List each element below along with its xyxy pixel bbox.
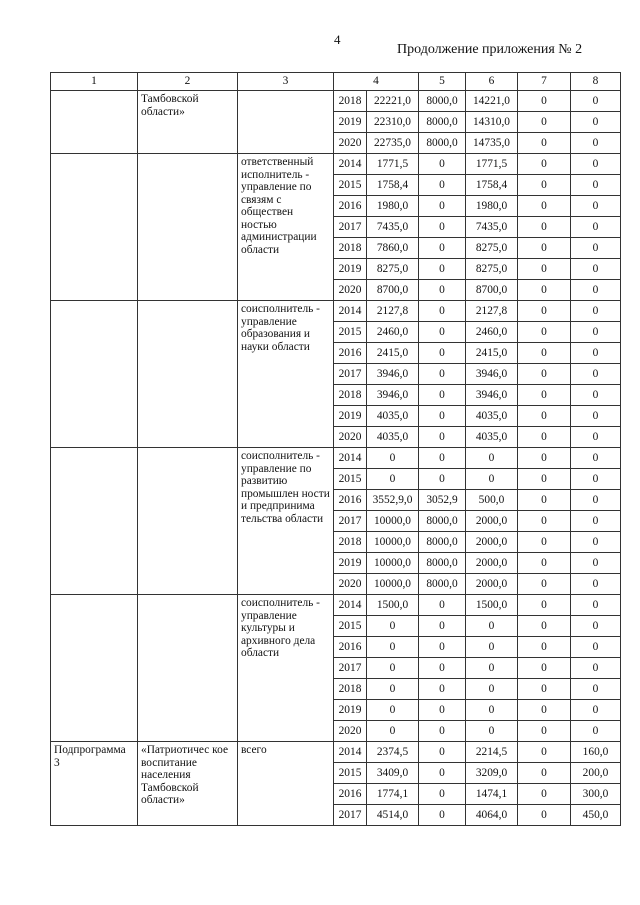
year-cell: 2015 [334,616,367,637]
municipal-cell: 0 [518,658,571,679]
table-row [51,742,621,763]
total-cell: 10000,0 [367,532,419,553]
total-cell: 1774,1 [367,784,419,805]
federal-cell: 0 [419,217,466,238]
federal-cell: 0 [419,742,466,763]
regional-cell: 2415,0 [466,343,518,364]
total-cell: 0 [367,721,419,742]
total-cell: 2415,0 [367,343,419,364]
year-cell: 2015 [334,763,367,784]
federal-cell: 8000,0 [419,112,466,133]
year-cell: 2019 [334,553,367,574]
regional-cell: 0 [466,721,518,742]
regional-cell: 7435,0 [466,217,518,238]
municipal-cell: 0 [518,742,571,763]
table-row [51,154,621,175]
total-cell: 1758,4 [367,175,419,196]
municipal-cell: 0 [518,427,571,448]
other-cell: 0 [571,196,621,217]
year-cell: 2020 [334,574,367,595]
municipal-cell: 0 [518,238,571,259]
federal-cell: 0 [419,154,466,175]
program-name-cell: Тамбовской области» [138,91,238,154]
year-cell: 2020 [334,427,367,448]
other-cell: 0 [571,595,621,616]
regional-cell: 2000,0 [466,511,518,532]
other-cell: 0 [571,406,621,427]
regional-cell: 2127,8 [466,301,518,322]
federal-cell: 0 [419,406,466,427]
year-cell: 2014 [334,154,367,175]
regional-cell: 1771,5 [466,154,518,175]
other-cell: 0 [571,637,621,658]
total-cell: 2127,8 [367,301,419,322]
header-cell: 4 [334,73,419,91]
executor-cell: ответственный исполнитель - управление по связям с обществен ностью администрации области [238,154,334,301]
program-name-cell [138,154,238,301]
regional-cell: 14221,0 [466,91,518,112]
total-cell: 0 [367,679,419,700]
federal-cell: 0 [419,322,466,343]
federal-cell: 0 [419,679,466,700]
regional-cell: 4064,0 [466,805,518,826]
year-cell: 2015 [334,322,367,343]
other-cell: 0 [571,259,621,280]
other-cell: 0 [571,679,621,700]
regional-cell: 0 [466,700,518,721]
regional-cell: 2214,5 [466,742,518,763]
regional-cell: 0 [466,469,518,490]
year-cell: 2018 [334,532,367,553]
other-cell: 0 [571,133,621,154]
municipal-cell: 0 [518,133,571,154]
table-row [51,448,621,469]
header-cell: 6 [466,73,518,91]
municipal-cell: 0 [518,175,571,196]
year-cell: 2016 [334,784,367,805]
federal-cell: 0 [419,805,466,826]
section-cell [51,301,138,448]
header-cell: 1 [51,73,138,91]
header-cell: 2 [138,73,238,91]
table-row [51,595,621,616]
year-cell: 2017 [334,658,367,679]
other-cell: 0 [571,574,621,595]
other-cell: 300,0 [571,784,621,805]
executor-cell [238,91,334,154]
year-cell: 2017 [334,511,367,532]
total-cell: 22735,0 [367,133,419,154]
federal-cell: 0 [419,784,466,805]
federal-cell: 0 [419,637,466,658]
other-cell: 0 [571,385,621,406]
regional-cell: 3946,0 [466,385,518,406]
other-cell: 0 [571,91,621,112]
federal-cell: 8000,0 [419,91,466,112]
federal-cell: 3052,9 [419,490,466,511]
year-cell: 2019 [334,406,367,427]
municipal-cell: 0 [518,595,571,616]
municipal-cell: 0 [518,469,571,490]
total-cell: 4514,0 [367,805,419,826]
regional-cell: 0 [466,637,518,658]
regional-cell: 1758,4 [466,175,518,196]
regional-cell: 500,0 [466,490,518,511]
total-cell: 22221,0 [367,91,419,112]
regional-cell: 8700,0 [466,280,518,301]
regional-cell: 8275,0 [466,238,518,259]
regional-cell: 14735,0 [466,133,518,154]
header-cell: 8 [571,73,621,91]
municipal-cell: 0 [518,721,571,742]
continuation-title: Продолжение приложения № 2 [397,42,583,57]
municipal-cell: 0 [518,490,571,511]
total-cell: 1980,0 [367,196,419,217]
total-cell: 1500,0 [367,595,419,616]
total-cell: 8700,0 [367,280,419,301]
other-cell: 0 [571,553,621,574]
regional-cell: 2000,0 [466,553,518,574]
year-cell: 2020 [334,721,367,742]
other-cell: 0 [571,217,621,238]
federal-cell: 0 [419,364,466,385]
other-cell: 0 [571,280,621,301]
total-cell: 4035,0 [367,427,419,448]
municipal-cell: 0 [518,259,571,280]
other-cell: 0 [571,154,621,175]
year-cell: 2018 [334,679,367,700]
federal-cell: 0 [419,469,466,490]
executor-cell: всего [238,742,334,826]
regional-cell: 2000,0 [466,532,518,553]
program-name-cell [138,301,238,448]
federal-cell: 0 [419,595,466,616]
year-cell: 2016 [334,196,367,217]
year-cell: 2014 [334,448,367,469]
regional-cell: 3209,0 [466,763,518,784]
other-cell: 0 [571,511,621,532]
other-cell: 0 [571,721,621,742]
other-cell: 0 [571,700,621,721]
section-cell [51,595,138,742]
other-cell: 0 [571,322,621,343]
year-cell: 2019 [334,700,367,721]
federal-cell: 0 [419,196,466,217]
year-cell: 2014 [334,301,367,322]
executor-cell: соисполнитель - управление образования и науки области [238,301,334,448]
federal-cell: 0 [419,448,466,469]
regional-cell: 0 [466,616,518,637]
municipal-cell: 0 [518,700,571,721]
total-cell: 4035,0 [367,406,419,427]
year-cell: 2016 [334,343,367,364]
municipal-cell: 0 [518,91,571,112]
other-cell: 0 [571,658,621,679]
other-cell: 0 [571,343,621,364]
section-cell [51,448,138,595]
other-cell: 0 [571,490,621,511]
federal-cell: 0 [419,238,466,259]
regional-cell: 3946,0 [466,364,518,385]
federal-cell: 8000,0 [419,553,466,574]
year-cell: 2017 [334,805,367,826]
federal-cell: 0 [419,385,466,406]
municipal-cell: 0 [518,637,571,658]
other-cell: 0 [571,448,621,469]
year-cell: 2018 [334,385,367,406]
federal-cell: 8000,0 [419,532,466,553]
other-cell: 0 [571,301,621,322]
municipal-cell: 0 [518,553,571,574]
header-cell: 7 [518,73,571,91]
year-cell: 2020 [334,133,367,154]
total-cell: 0 [367,616,419,637]
municipal-cell: 0 [518,322,571,343]
total-cell: 10000,0 [367,511,419,532]
section-cell: Подпрограмма 3 [51,742,138,826]
other-cell: 160,0 [571,742,621,763]
other-cell: 0 [571,112,621,133]
other-cell: 450,0 [571,805,621,826]
municipal-cell: 0 [518,616,571,637]
regional-cell: 1474,1 [466,784,518,805]
total-cell: 1771,5 [367,154,419,175]
federal-cell: 0 [419,658,466,679]
municipal-cell: 0 [518,217,571,238]
regional-cell: 8275,0 [466,259,518,280]
municipal-cell: 0 [518,406,571,427]
regional-cell: 2460,0 [466,322,518,343]
total-cell: 7860,0 [367,238,419,259]
total-cell: 3946,0 [367,385,419,406]
federal-cell: 0 [419,700,466,721]
municipal-cell: 0 [518,511,571,532]
total-cell: 0 [367,469,419,490]
regional-cell: 1980,0 [466,196,518,217]
other-cell: 0 [571,238,621,259]
year-cell: 2018 [334,238,367,259]
regional-cell: 0 [466,679,518,700]
total-cell: 0 [367,658,419,679]
total-cell: 7435,0 [367,217,419,238]
total-cell: 3552,9,0 [367,490,419,511]
federal-cell: 0 [419,763,466,784]
year-cell: 2016 [334,490,367,511]
municipal-cell: 0 [518,784,571,805]
other-cell: 0 [571,469,621,490]
header-cell: 5 [419,73,466,91]
municipal-cell: 0 [518,196,571,217]
federal-cell: 0 [419,616,466,637]
total-cell: 3946,0 [367,364,419,385]
total-cell: 2460,0 [367,322,419,343]
regional-cell: 0 [466,448,518,469]
federal-cell: 8000,0 [419,574,466,595]
year-cell: 2014 [334,595,367,616]
other-cell: 0 [571,364,621,385]
municipal-cell: 0 [518,763,571,784]
regional-cell: 2000,0 [466,574,518,595]
federal-cell: 0 [419,427,466,448]
program-name-cell [138,448,238,595]
municipal-cell: 0 [518,301,571,322]
total-cell: 2374,5 [367,742,419,763]
other-cell: 0 [571,532,621,553]
total-cell: 0 [367,637,419,658]
total-cell: 10000,0 [367,553,419,574]
section-cell [51,154,138,301]
federal-cell: 0 [419,301,466,322]
other-cell: 0 [571,175,621,196]
header-row [51,73,621,91]
table-row [51,301,621,322]
executor-cell: соисполнитель - управление культуры и архивного дела области [238,595,334,742]
total-cell: 0 [367,448,419,469]
other-cell: 0 [571,616,621,637]
municipal-cell: 0 [518,805,571,826]
total-cell: 10000,0 [367,574,419,595]
municipal-cell: 0 [518,154,571,175]
year-cell: 2016 [334,637,367,658]
total-cell: 0 [367,700,419,721]
municipal-cell: 0 [518,112,571,133]
regional-cell: 4035,0 [466,406,518,427]
regional-cell: 14310,0 [466,112,518,133]
total-cell: 22310,0 [367,112,419,133]
section-cell [51,91,138,154]
municipal-cell: 0 [518,364,571,385]
program-name-cell: «Патриотичес кое воспитание населения Тамбовской области» [138,742,238,826]
header-cell: 3 [238,73,334,91]
regional-cell: 1500,0 [466,595,518,616]
municipal-cell: 0 [518,385,571,406]
municipal-cell: 0 [518,343,571,364]
federal-cell: 0 [419,343,466,364]
year-cell: 2017 [334,217,367,238]
federal-cell: 0 [419,175,466,196]
table-row [51,91,621,112]
year-cell: 2017 [334,364,367,385]
year-cell: 2014 [334,742,367,763]
page-number: 4 [334,32,341,47]
year-cell: 2018 [334,91,367,112]
municipal-cell: 0 [518,679,571,700]
municipal-cell: 0 [518,448,571,469]
year-cell: 2015 [334,469,367,490]
regional-cell: 0 [466,658,518,679]
federal-cell: 0 [419,280,466,301]
regional-cell: 4035,0 [466,427,518,448]
federal-cell: 0 [419,259,466,280]
funding-table [50,72,621,826]
year-cell: 2019 [334,112,367,133]
federal-cell: 0 [419,721,466,742]
executor-cell: соисполнитель - управление по развитию промышлен ности и предпринима тельства области [238,448,334,595]
total-cell: 8275,0 [367,259,419,280]
municipal-cell: 0 [518,532,571,553]
year-cell: 2020 [334,280,367,301]
federal-cell: 8000,0 [419,133,466,154]
municipal-cell: 0 [518,280,571,301]
other-cell: 0 [571,427,621,448]
year-cell: 2019 [334,259,367,280]
program-name-cell [138,595,238,742]
year-cell: 2015 [334,175,367,196]
other-cell: 200,0 [571,763,621,784]
federal-cell: 8000,0 [419,511,466,532]
municipal-cell: 0 [518,574,571,595]
total-cell: 3409,0 [367,763,419,784]
